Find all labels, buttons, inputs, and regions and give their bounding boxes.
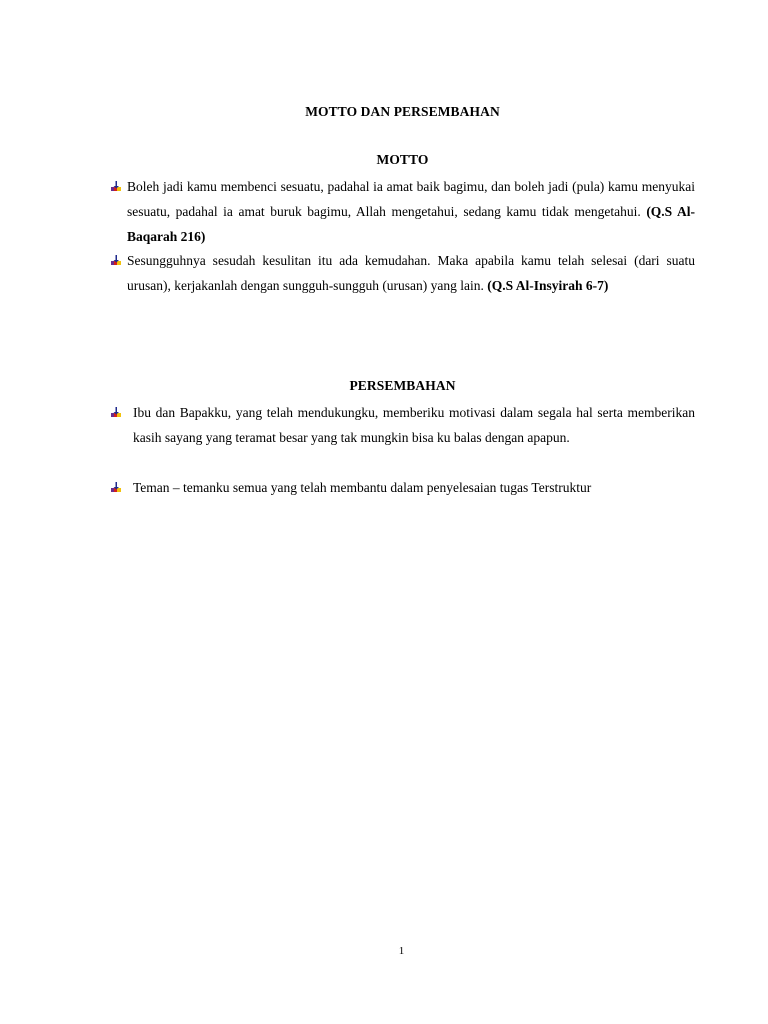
persembahan-heading: PERSEMBAHAN [349, 378, 456, 393]
motto-item [127, 248, 695, 298]
page-number: 1 [398, 945, 405, 957]
arrow-bullet-icon [111, 482, 121, 492]
arrow-bullet-icon [111, 181, 121, 191]
page-title: MOTTO DAN PERSEMBAHAN [305, 104, 500, 119]
motto-item-text: Sesungguhnya sesudah kesulitan itu ada kemudahan. Maka apabila kamu telah selesai (dari suatu urusan), kerjakanlah dengan sungguh-sungguh (urusan) yang lain. [127, 253, 695, 293]
arrow-bullet-icon [111, 407, 121, 417]
persembahan-item: Ibu dan Bapakku, yang telah mendukungku, memberiku motivasi dalam segala hal serta memberikan kasih sayang yang teramat besar yang tak mungkin bisa ku balas dengan apapun. [133, 405, 695, 445]
motto-heading: MOTTO [376, 152, 429, 167]
motto-item [127, 174, 695, 249]
arrow-bullet-icon [111, 255, 121, 265]
motto-item-text: Boleh jadi kamu membenci sesuatu, padahal ia amat baik bagimu, dan boleh jadi (pula) kamu menyukai sesuatu, padahal ia amat buruk bagimu, Allah mengetahui, sedang kamu tidak mengetahui. [127, 179, 695, 219]
persembahan-item: Teman – temanku semua yang telah membantu dalam penyelesaian tugas Terstruktur [133, 480, 592, 495]
motto-citation: (Q.S Al-Baqarah 216) [127, 204, 695, 244]
motto-citation: (Q.S Al-Insyirah 6-7) [487, 278, 609, 293]
